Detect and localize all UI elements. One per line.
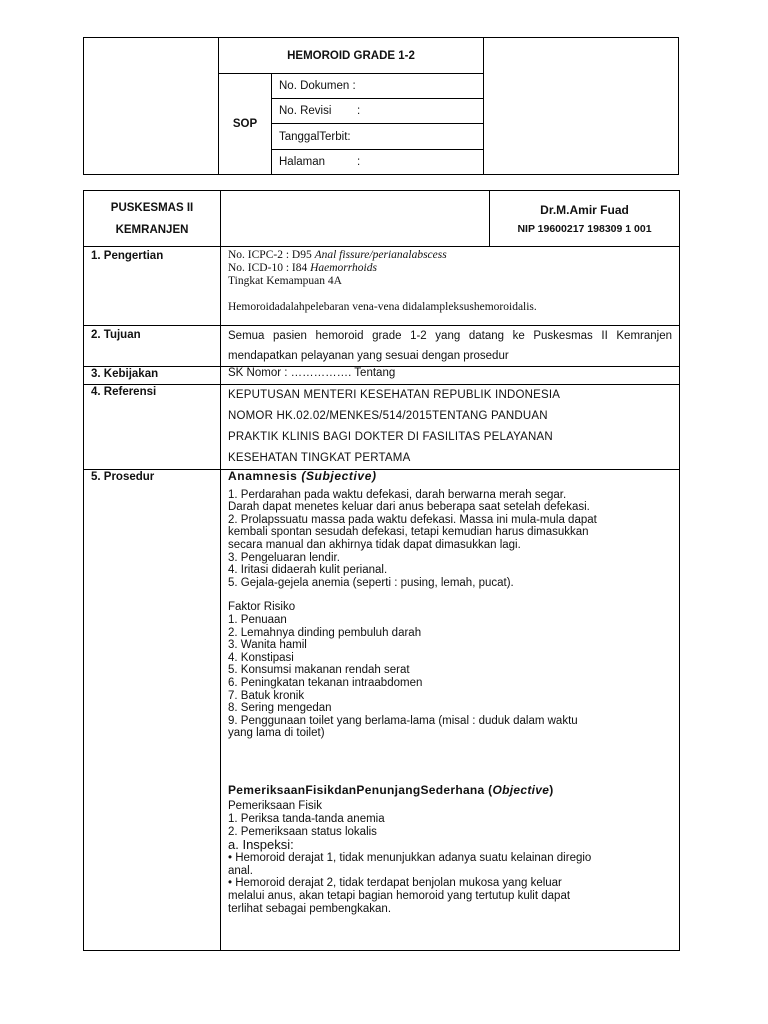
logo-cell-right (484, 38, 679, 175)
inspection-heading: a. Inspeksi: (228, 837, 294, 853)
anamnesis-line: kembali spontan sesudah defekasi, tetapi kemudian harus dimasukkan (228, 526, 589, 539)
sop-label: SOP (219, 74, 272, 175)
risk-line: 3. Wanita hamil (228, 639, 307, 652)
icpc-code (228, 249, 672, 262)
exam-line: Pemeriksaan Fisik (228, 800, 322, 813)
risk-line: 2. Lemahnya dinding pembuluh darah (228, 626, 422, 639)
inspection-line: terlihat sebagai pembengkakan. (228, 902, 392, 915)
exam-line: 1. Periksa tanda-tanda anemia (228, 813, 385, 826)
doctor-nip: NIP 19600217 198309 1 001 (517, 222, 652, 235)
anamnesis-line: Darah dapat menetes keluar dari anus beberapa saat setelah defekasi. (228, 501, 590, 514)
sop-header-table (83, 37, 679, 175)
anamnesis-line: 2. Prolapssuatu massa pada waktu defekasi. Massa ini mula-mula dapat (228, 513, 597, 526)
exam-line: 2. Pemeriksaan status lokalis (228, 825, 377, 838)
anamnesis-title: Anamnesis (228, 469, 302, 483)
anamnesis-line: 4. Iritasi didaerah kulit perianal. (228, 564, 388, 577)
risk-heading: Faktor Risiko (228, 601, 296, 614)
ref-line: KEPUTUSAN MENTERI KESEHATAN REPUBLIK INDONESIA (228, 389, 561, 401)
revision-field: No. Revisi : (272, 99, 484, 124)
section-label-pengertian: 1. Pengertian (84, 247, 221, 326)
risk-line: 9. Penggunaan toilet yang berlama-lama (misal : duduk dalam waktu (228, 714, 578, 727)
org-line-2: KEMRANJEN (115, 223, 189, 236)
org-line-1: PUSKESMAS II (110, 201, 194, 214)
anamnesis-heading (228, 470, 672, 483)
inspection-line: anal. (228, 864, 253, 877)
section-label-kebijakan: 3. Kebijakan (84, 367, 221, 385)
risk-line: yang lama di toilet) (228, 727, 325, 740)
section-label-tujuan: 2. Tujuan (84, 326, 221, 367)
section-tujuan: Semua pasien hemoroid grade 1-2 yang datang ke Puskesmas II Kemranjen mendapatkan pelayanan yang sesuai dengan prosedur (221, 326, 680, 367)
issue-date-field: TanggalTerbit: (272, 124, 484, 150)
icd-name: Haemorrhoids (310, 262, 377, 274)
icd-code (228, 262, 672, 275)
inspection-line: • Hemoroid derajat 2, tidak terdapat benjolan mukosa yang keluar (228, 877, 562, 890)
exam-title: PemeriksaanFisikdanPenunjangSederhana ( (228, 782, 493, 797)
anamnesis-subtitle: (Subjective) (301, 469, 377, 483)
page-field: Halaman : (272, 150, 484, 175)
org-name (84, 191, 221, 247)
doctor-signature-block (490, 191, 680, 247)
sop-content-table (83, 190, 680, 951)
icpc-prefix: No. ICPC-2 : D95 (228, 249, 315, 261)
icpc-name: Anal fissure/perianalabscess (314, 249, 447, 261)
doc-number-field: No. Dokumen : (272, 74, 484, 99)
anamnesis-line: 5. Gejala-gejela anemia (seperti : pusing, lemah, pucat). (228, 576, 514, 589)
section-referensi (221, 385, 680, 470)
risk-line: 4. Konstipasi (228, 651, 294, 664)
anamnesis-line: secara manual dan akhirnya tidak dapat dimasukkan lagi. (228, 538, 521, 551)
empty-header-cell (221, 191, 490, 247)
definition-text: Hemoroidadalahpelebaran vena-vena didalampleksushemoroidalis. (228, 301, 537, 313)
risk-line: 8. Sering mengedan (228, 702, 332, 715)
ref-line: NOMOR HK.02.02/MENKES/514/2015TENTANG PANDUAN (228, 410, 548, 422)
section-pengertian (221, 247, 680, 326)
competence-level: Tingkat Kemampuan 4A (228, 275, 342, 287)
logo-cell (84, 38, 219, 175)
risk-line: 7. Batuk kronik (228, 689, 305, 702)
risk-line: 1. Penuaan (228, 613, 287, 626)
exam-heading (228, 784, 672, 797)
anamnesis-line: 1. Perdarahan pada waktu defekasi, darah berwarna merah segar. (228, 488, 567, 501)
section-prosedur (221, 470, 680, 951)
ref-line: PRAKTIK KLINIS BAGI DOKTER DI FASILITAS PELAYANAN (228, 431, 553, 443)
ref-line: KESEHATAN TINGKAT PERTAMA (228, 452, 411, 464)
section-kebijakan: SK Nomor : ……………. Tentang (221, 367, 680, 385)
icd-prefix: No. ICD-10 : I84 (228, 262, 311, 274)
anamnesis-line: 3. Pengeluaran lendir. (228, 551, 340, 564)
doctor-name: Dr.M.Amir Fuad (540, 202, 629, 217)
inspection-line: • Hemoroid derajat 1, tidak menunjukkan adanya suatu kelainan diregio (228, 852, 592, 865)
section-label-prosedur: 5. Prosedur (84, 470, 221, 951)
risk-line: 6. Peningkatan tekanan intraabdomen (228, 676, 423, 689)
exam-subtitle: Objective (492, 782, 550, 797)
risk-line: 5. Konsumsi makanan rendah serat (228, 664, 410, 677)
section-label-referensi: 4. Referensi (84, 385, 221, 470)
inspection-line: melalui anus, akan tetapi bagian hemoroid yang tertutup kulit dapat (228, 890, 571, 903)
exam-close: ) (549, 782, 554, 797)
document-title: HEMOROID GRADE 1-2 (219, 38, 484, 74)
